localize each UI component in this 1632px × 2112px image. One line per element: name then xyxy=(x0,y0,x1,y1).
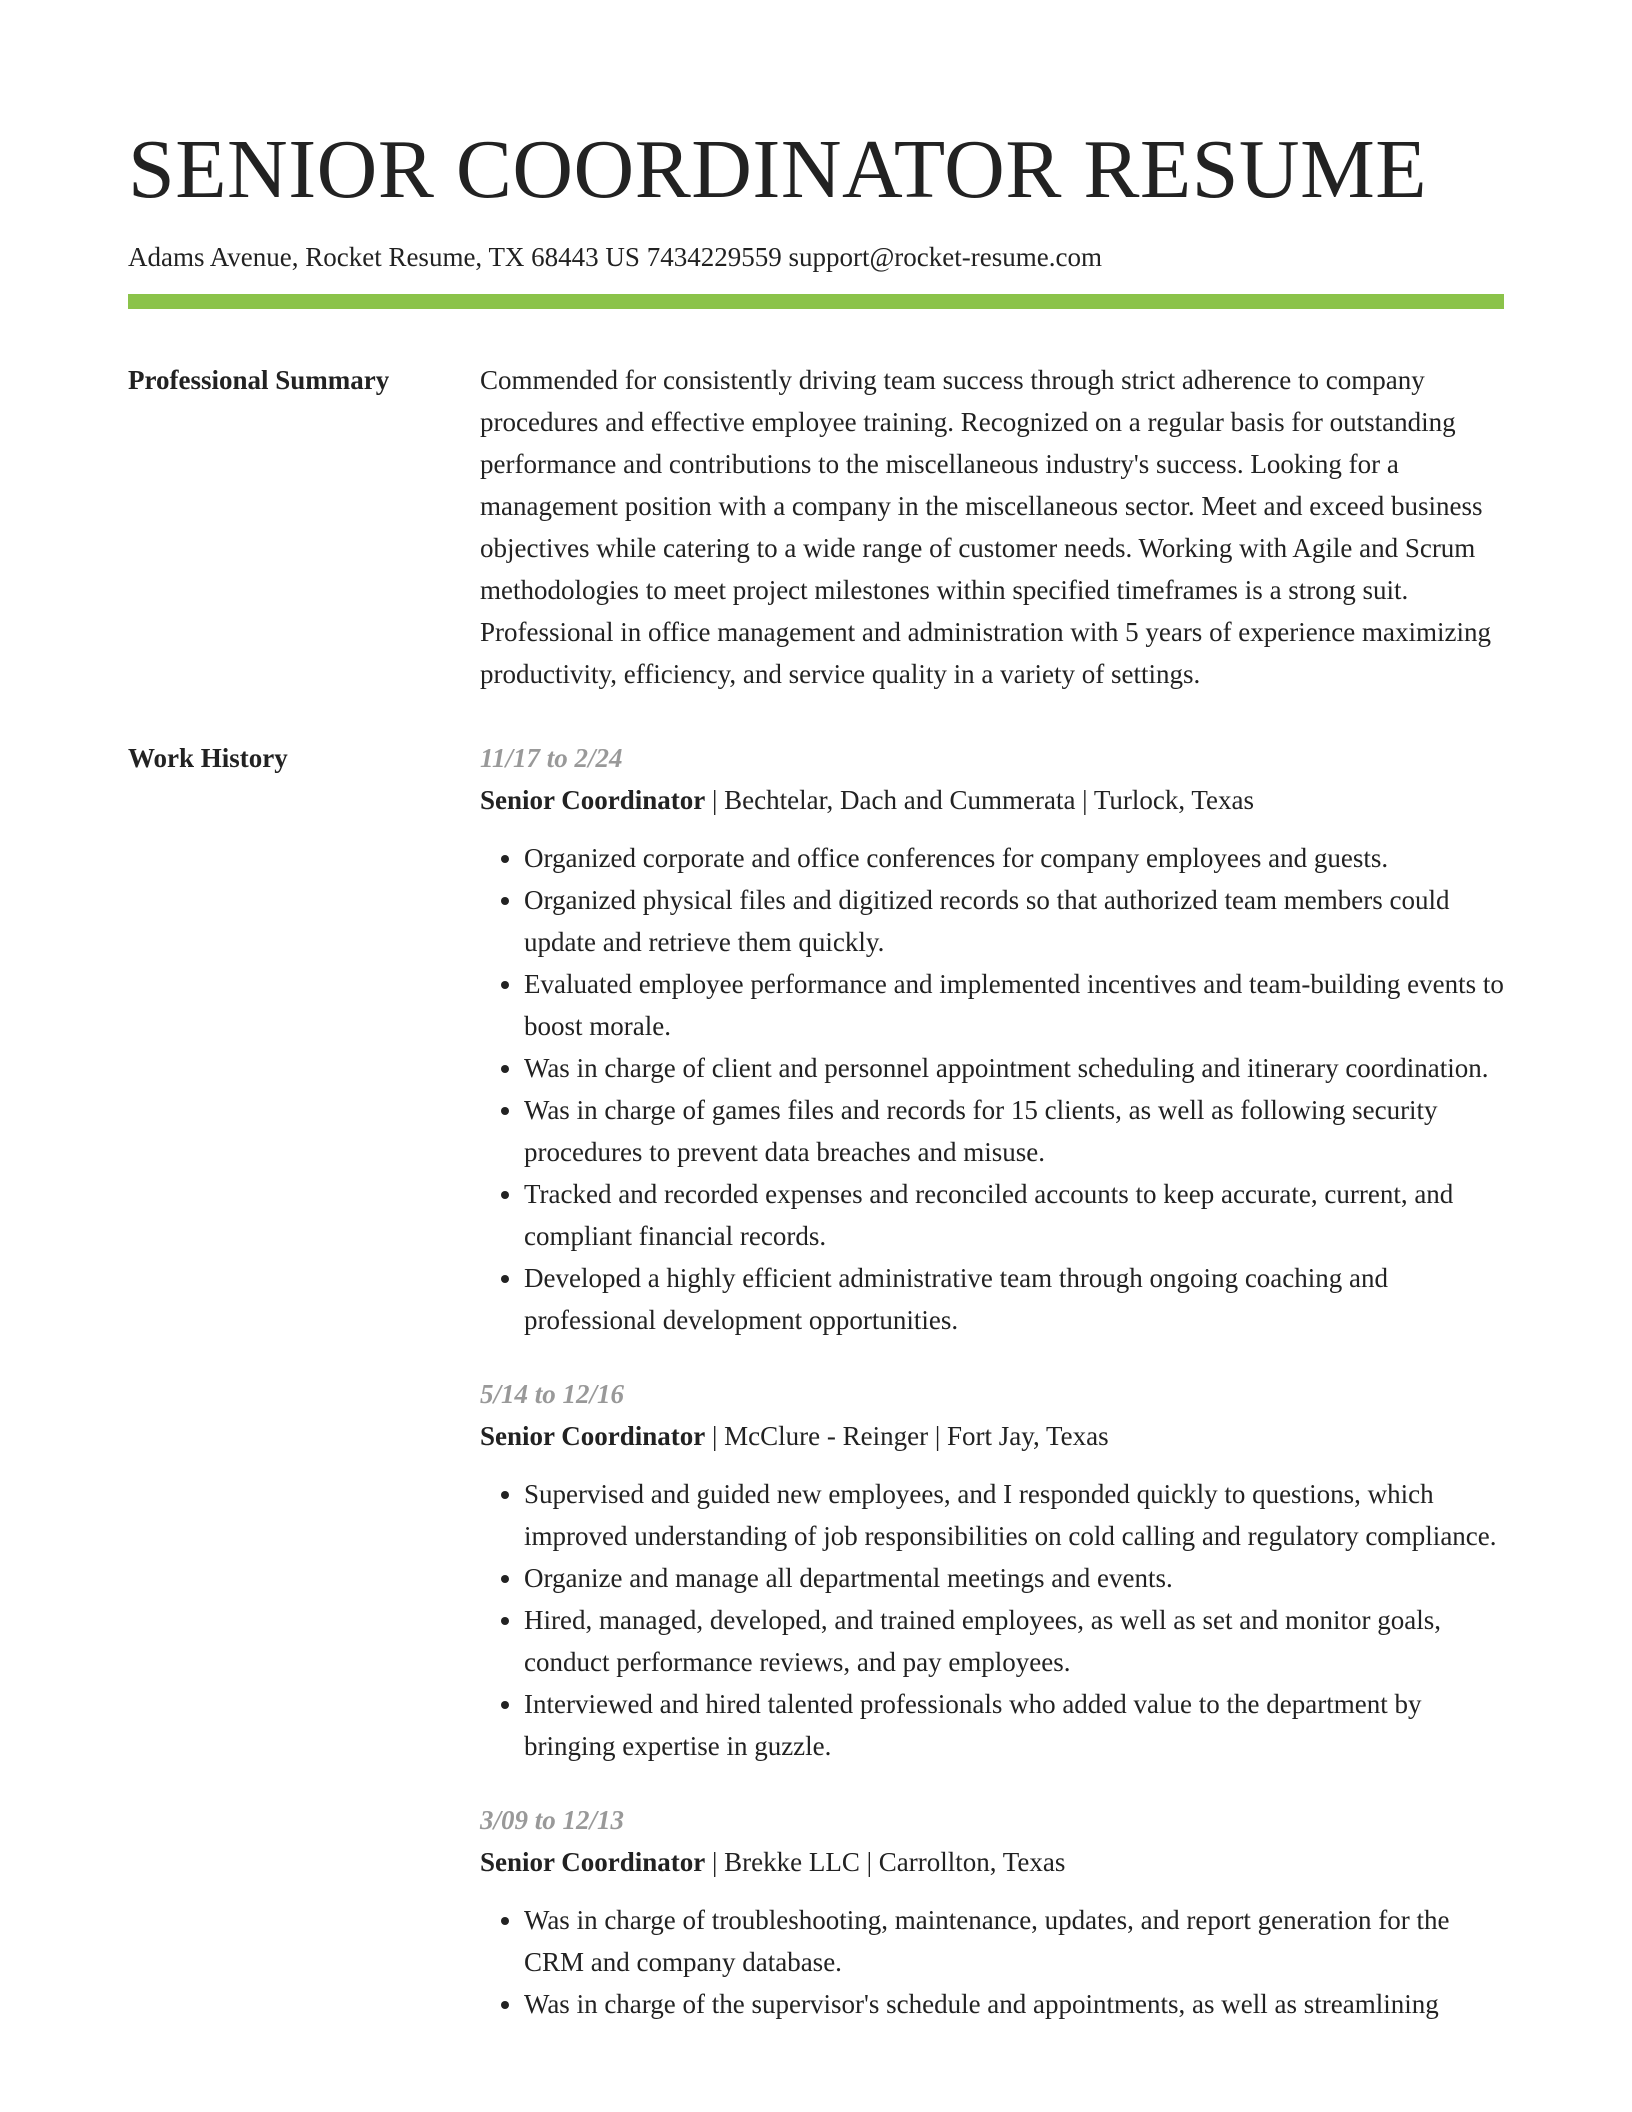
job-bullet: • Was in charge of troubleshooting, maintenance, updates, and report generation for the CRM and company database. xyxy=(524,1899,1504,1983)
summary-text: Commended for consistently driving team success through strict adherence to company procedures and effective employee training. Recognized on a regular basis for outstanding performance and contributions to the miscellaneous industry's success. Looking for a management position with a company in the miscellaneous sector. Meet and exceed business objectives while catering to a wide range of customer needs. Working with Agile and Scrum methodologies to meet project milestones within specified timeframes is a strong suit. Professional in office management and administration with 5 years of experience maximizing productivity, efficiency, and service quality in a variety of settings. xyxy=(480,365,1491,689)
job-title-line xyxy=(480,1415,1504,1457)
job-bullet: • Developed a highly efficient administrative team through ongoing coaching and professional development opportunities. xyxy=(524,1257,1504,1341)
job-bullet: • Organized physical files and digitized records so that authorized team members could update and retrieve them quickly. xyxy=(524,879,1504,963)
contact-line: Adams Avenue, Rocket Resume, TX 68443 US 7434229559 support@rocket-resume.com xyxy=(128,242,1102,272)
job-entry xyxy=(480,737,1504,1341)
job-details: | Brekke LLC | Carrollton, Texas xyxy=(705,1847,1066,1877)
resume-page xyxy=(128,0,1504,2057)
job-dates: 5/14 to 12/16 xyxy=(480,1379,625,1409)
job-bullet: • Was in charge of the supervisor's schedule and appointments, as well as streamlining xyxy=(524,1983,1504,2025)
job-title-line xyxy=(480,1841,1504,1883)
work-history-body xyxy=(480,737,1504,2057)
summary-body xyxy=(480,359,1504,695)
job-dates: 11/17 to 2/24 xyxy=(480,743,623,773)
accent-rule xyxy=(128,294,1504,309)
work-history-section xyxy=(128,737,1504,2057)
job-bullet: • Evaluated employee performance and implemented incentives and team-building events to boost morale. xyxy=(524,963,1504,1047)
job-details: | Bechtelar, Dach and Cummerata | Turlock, Texas xyxy=(705,785,1254,815)
job-bullet: • Hired, managed, developed, and trained employees, as well as set and monitor goals, conduct performance reviews, and pay employees. xyxy=(524,1599,1504,1683)
summary-section xyxy=(128,359,1504,695)
job-bullet: • Interviewed and hired talented professionals who added value to the department by bringing expertise in guzzle. xyxy=(524,1683,1504,1767)
job-entry xyxy=(480,1799,1504,2025)
job-bullets xyxy=(480,1473,1504,1767)
job-bullet: • Was in charge of games files and records for 15 clients, as well as following security procedures to prevent data breaches and misuse. xyxy=(524,1089,1504,1173)
job-dates: 3/09 to 12/13 xyxy=(480,1805,625,1835)
job-title-line xyxy=(480,779,1504,821)
job-bullet: • Organized corporate and office conferences for company employees and guests. xyxy=(524,837,1504,879)
resume-title: SENIOR COORDINATOR RESUME xyxy=(128,123,1428,216)
job-bullet: • Organize and manage all departmental meetings and events. xyxy=(524,1557,1504,1599)
job-title: Senior Coordinator xyxy=(480,1421,706,1451)
summary-label: Professional Summary xyxy=(128,365,390,395)
job-bullet: • Supervised and guided new employees, and I responded quickly to questions, which improved understanding of job responsibilities on cold calling and regulatory compliance. xyxy=(524,1473,1504,1557)
job-bullet: • Tracked and recorded expenses and reconciled accounts to keep accurate, current, and compliant financial records. xyxy=(524,1173,1504,1257)
job-bullets xyxy=(480,1899,1504,2025)
work-history-label: Work History xyxy=(128,743,288,773)
job-details: | McClure - Reinger | Fort Jay, Texas xyxy=(705,1421,1109,1451)
job-bullets xyxy=(480,837,1504,1341)
job-entry xyxy=(480,1373,1504,1767)
job-title: Senior Coordinator xyxy=(480,785,706,815)
job-bullet: • Was in charge of client and personnel appointment scheduling and itinerary coordination. xyxy=(524,1047,1504,1089)
job-title: Senior Coordinator xyxy=(480,1847,706,1877)
